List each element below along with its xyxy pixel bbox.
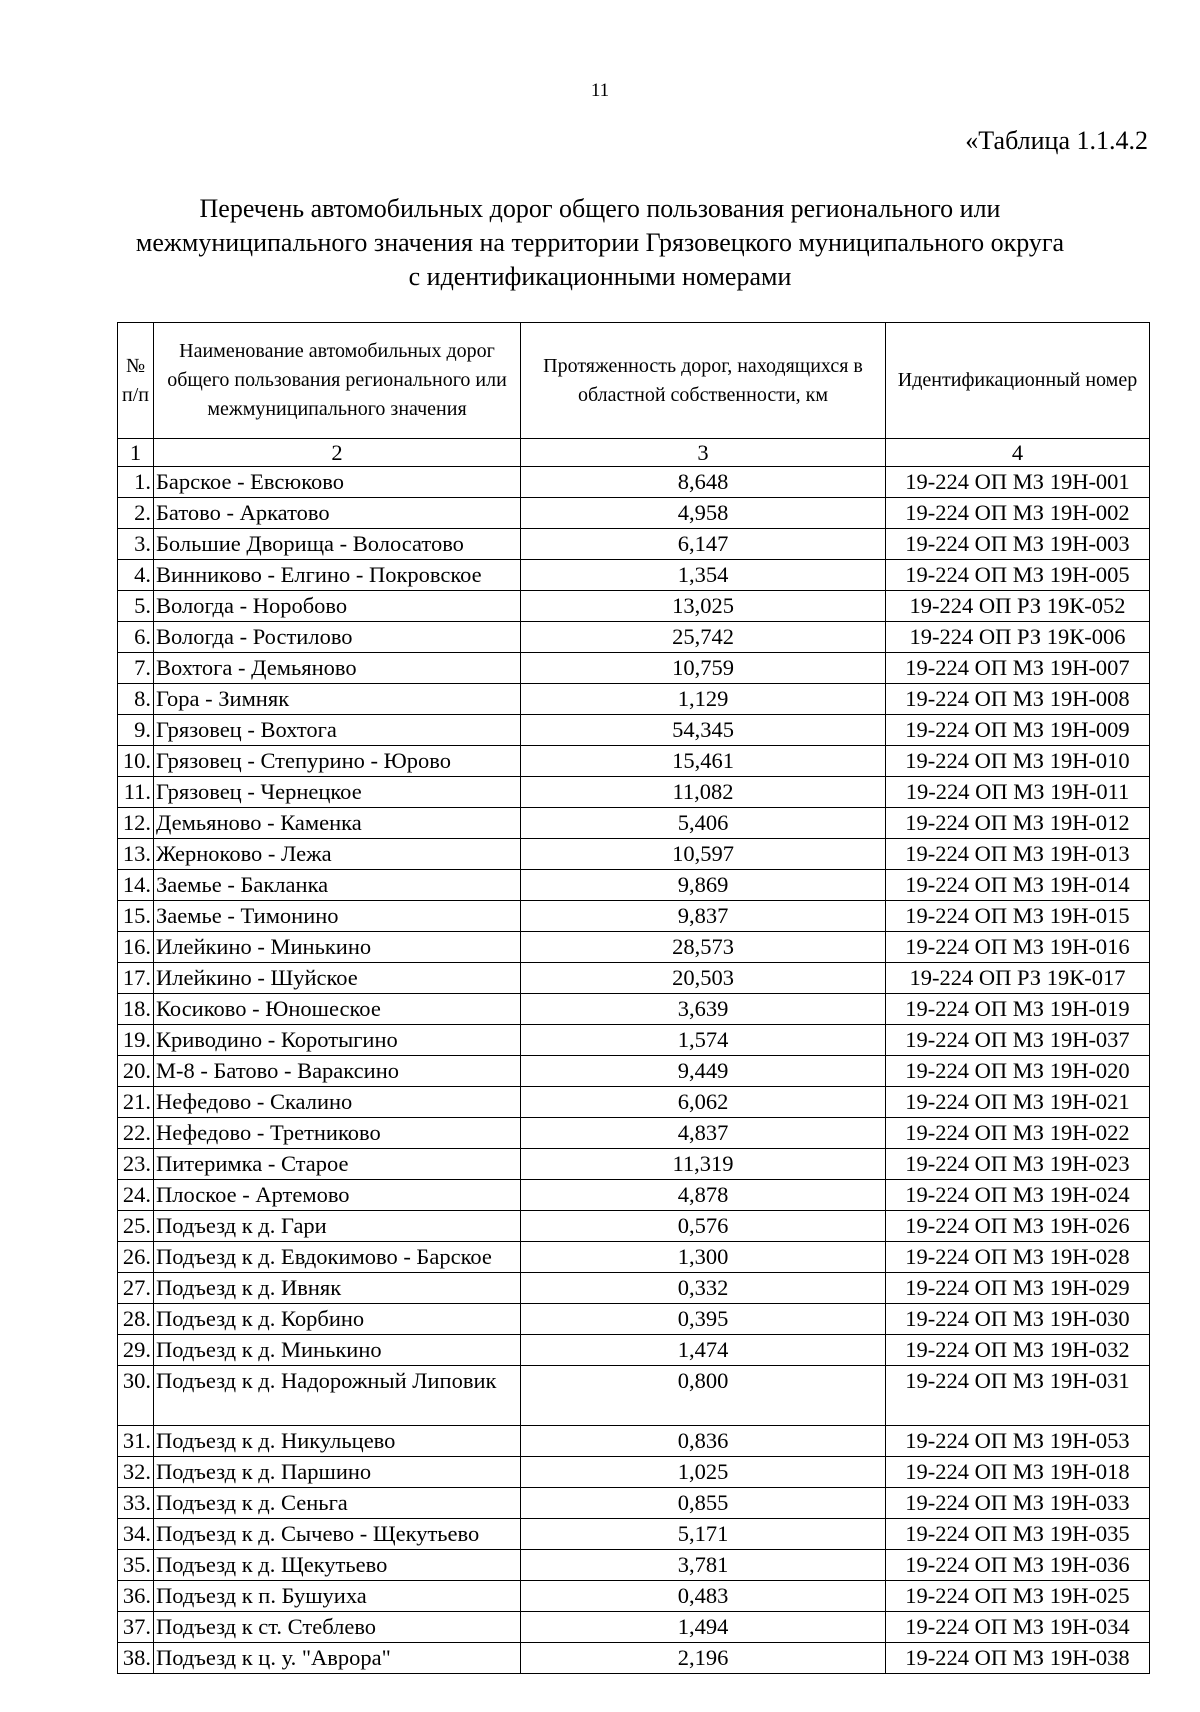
row-number: 2. <box>118 498 154 529</box>
table-row <box>118 591 1150 622</box>
row-number: 31. <box>118 1426 154 1457</box>
road-name: Заемье - Бакланка <box>154 870 521 901</box>
road-length: 3,639 <box>521 994 886 1025</box>
row-number: 8. <box>118 684 154 715</box>
table-row <box>118 715 1150 746</box>
table-row <box>118 560 1150 591</box>
road-length: 6,062 <box>521 1087 886 1118</box>
table-row <box>118 1426 1150 1457</box>
road-name: Нефедово - Скалино <box>154 1087 521 1118</box>
road-length: 9,837 <box>521 901 886 932</box>
row-number: 21. <box>118 1087 154 1118</box>
road-length: 4,837 <box>521 1118 886 1149</box>
road-length: 10,597 <box>521 839 886 870</box>
road-id: 19-224 ОП МЗ 19Н-015 <box>886 901 1150 932</box>
road-name: Подъезд к д. Сеньга <box>154 1488 521 1519</box>
road-id: 19-224 ОП МЗ 19Н-038 <box>886 1643 1150 1674</box>
road-length: 13,025 <box>521 591 886 622</box>
road-length: 2,196 <box>521 1643 886 1674</box>
row-number: 27. <box>118 1273 154 1304</box>
table-label: «Таблица 1.1.4.2 <box>965 126 1148 155</box>
road-id: 19-224 ОП МЗ 19Н-021 <box>886 1087 1150 1118</box>
row-number: 11. <box>118 777 154 808</box>
header-num: № п/п <box>118 323 154 439</box>
road-id: 19-224 ОП РЗ 19К-006 <box>886 622 1150 653</box>
road-id: 19-224 ОП МЗ 19Н-013 <box>886 839 1150 870</box>
road-name: Подъезд к п. Бушуиха <box>154 1581 521 1612</box>
road-name: Вохтога - Демьяново <box>154 653 521 684</box>
road-length: 0,332 <box>521 1273 886 1304</box>
road-id: 19-224 ОП МЗ 19Н-032 <box>886 1335 1150 1366</box>
road-name: Грязовец - Степурино - Юрово <box>154 746 521 777</box>
row-number: 1. <box>118 467 154 498</box>
table-row <box>118 684 1150 715</box>
road-name: Питеримка - Старое <box>154 1149 521 1180</box>
row-number: 33. <box>118 1488 154 1519</box>
road-name: М-8 - Батово - Вараксино <box>154 1056 521 1087</box>
column-number: 4 <box>886 439 1150 467</box>
road-id: 19-224 ОП МЗ 19Н-008 <box>886 684 1150 715</box>
road-length: 1,025 <box>521 1457 886 1488</box>
table-row <box>118 1118 1150 1149</box>
road-name: Подъезд к д. Надорожный Липовик <box>154 1366 521 1426</box>
row-number: 20. <box>118 1056 154 1087</box>
road-name: Подъезд к д. Паршино <box>154 1457 521 1488</box>
table-row <box>118 1211 1150 1242</box>
road-length: 1,494 <box>521 1612 886 1643</box>
road-id: 19-224 ОП МЗ 19Н-007 <box>886 653 1150 684</box>
road-name: Подъезд к д. Ивняк <box>154 1273 521 1304</box>
road-name: Жерноково - Лежа <box>154 839 521 870</box>
road-id: 19-224 ОП МЗ 19Н-005 <box>886 560 1150 591</box>
road-length: 8,648 <box>521 467 886 498</box>
road-name: Косиково - Юношеское <box>154 994 521 1025</box>
road-id: 19-224 ОП МЗ 19Н-012 <box>886 808 1150 839</box>
title-line: межмуниципального значения на территории Грязовецкого муниципального округа <box>135 228 1065 257</box>
header-length: Протяженность дорог, находящихся в областной собственности, км <box>521 323 886 439</box>
row-number: 9. <box>118 715 154 746</box>
road-length: 0,483 <box>521 1581 886 1612</box>
road-name: Винниково - Елгино - Покровское <box>154 560 521 591</box>
road-name: Подъезд к д. Евдокимово - Барское <box>154 1242 521 1273</box>
row-number: 38. <box>118 1643 154 1674</box>
road-length: 1,474 <box>521 1335 886 1366</box>
road-id: 19-224 ОП МЗ 19Н-034 <box>886 1612 1150 1643</box>
road-name: Большие Дворища - Волосатово <box>154 529 521 560</box>
road-id: 19-224 ОП МЗ 19Н-003 <box>886 529 1150 560</box>
table-row <box>118 1581 1150 1612</box>
road-name: Илейкино - Минькино <box>154 932 521 963</box>
table-row <box>118 529 1150 560</box>
road-name: Подъезд к д. Щекутьево <box>154 1550 521 1581</box>
table-row <box>118 1519 1150 1550</box>
table-row <box>118 1273 1150 1304</box>
road-length: 15,461 <box>521 746 886 777</box>
road-name: Подъезд к д. Корбино <box>154 1304 521 1335</box>
row-number: 5. <box>118 591 154 622</box>
road-length: 6,147 <box>521 529 886 560</box>
row-number: 32. <box>118 1457 154 1488</box>
road-length: 25,742 <box>521 622 886 653</box>
row-number: 4. <box>118 560 154 591</box>
road-length: 10,759 <box>521 653 886 684</box>
row-number: 7. <box>118 653 154 684</box>
road-id: 19-224 ОП МЗ 19Н-028 <box>886 1242 1150 1273</box>
road-id: 19-224 ОП МЗ 19Н-025 <box>886 1581 1150 1612</box>
table-row <box>118 1087 1150 1118</box>
road-id: 19-224 ОП МЗ 19Н-037 <box>886 1025 1150 1056</box>
table-row <box>118 901 1150 932</box>
road-name: Криводино - Коротыгино <box>154 1025 521 1056</box>
road-name: Подъезд к д. Никульцево <box>154 1426 521 1457</box>
row-number: 28. <box>118 1304 154 1335</box>
road-id: 19-224 ОП МЗ 19Н-001 <box>886 467 1150 498</box>
road-id: 19-224 ОП МЗ 19Н-033 <box>886 1488 1150 1519</box>
road-name: Подъезд к ст. Стеблево <box>154 1612 521 1643</box>
road-id: 19-224 ОП МЗ 19Н-029 <box>886 1273 1150 1304</box>
row-number: 22. <box>118 1118 154 1149</box>
row-number: 17. <box>118 963 154 994</box>
road-id: 19-224 ОП МЗ 19Н-036 <box>886 1550 1150 1581</box>
table-row <box>118 653 1150 684</box>
row-number: 10. <box>118 746 154 777</box>
road-id: 19-224 ОП МЗ 19Н-024 <box>886 1180 1150 1211</box>
row-number: 6. <box>118 622 154 653</box>
table-row <box>118 1488 1150 1519</box>
table-row <box>118 1643 1150 1674</box>
road-length: 1,574 <box>521 1025 886 1056</box>
road-name: Гора - Зимняк <box>154 684 521 715</box>
row-number: 36. <box>118 1581 154 1612</box>
table-row <box>118 1612 1150 1643</box>
road-name: Грязовец - Вохтога <box>154 715 521 746</box>
table-row <box>118 1056 1150 1087</box>
road-id: 19-224 ОП МЗ 19Н-035 <box>886 1519 1150 1550</box>
roads-table <box>117 322 1150 1674</box>
road-id: 19-224 ОП МЗ 19Н-010 <box>886 746 1150 777</box>
road-length: 5,406 <box>521 808 886 839</box>
road-length: 0,836 <box>521 1426 886 1457</box>
table-row <box>118 1180 1150 1211</box>
table-row <box>118 622 1150 653</box>
road-length: 4,958 <box>521 498 886 529</box>
road-id: 19-224 ОП МЗ 19Н-009 <box>886 715 1150 746</box>
road-length: 9,869 <box>521 870 886 901</box>
header-name: Наименование автомобильных дорог общего пользования регионального или межмуниципального значения <box>154 323 521 439</box>
road-length: 1,354 <box>521 560 886 591</box>
road-id: 19-224 ОП МЗ 19Н-014 <box>886 870 1150 901</box>
title-line: Перечень автомобильных дорог общего пользования регионального или <box>199 194 1001 223</box>
row-number: 3. <box>118 529 154 560</box>
road-id: 19-224 ОП РЗ 19К-017 <box>886 963 1150 994</box>
road-length: 11,319 <box>521 1149 886 1180</box>
road-name: Нефедово - Третниково <box>154 1118 521 1149</box>
table-row <box>118 839 1150 870</box>
road-id: 19-224 ОП МЗ 19Н-023 <box>886 1149 1150 1180</box>
road-name: Подъезд к д. Гари <box>154 1211 521 1242</box>
table-row <box>118 870 1150 901</box>
road-id: 19-224 ОП МЗ 19Н-016 <box>886 932 1150 963</box>
table-row <box>118 1025 1150 1056</box>
table-row <box>118 1550 1150 1581</box>
row-number: 15. <box>118 901 154 932</box>
road-id: 19-224 ОП МЗ 19Н-019 <box>886 994 1150 1025</box>
road-id: 19-224 ОП МЗ 19Н-020 <box>886 1056 1150 1087</box>
road-length: 11,082 <box>521 777 886 808</box>
road-length: 9,449 <box>521 1056 886 1087</box>
table-row <box>118 467 1150 498</box>
table-row <box>118 963 1150 994</box>
road-id: 19-224 ОП МЗ 19Н-031 <box>886 1366 1150 1426</box>
table-row <box>118 1335 1150 1366</box>
row-number: 16. <box>118 932 154 963</box>
table-row <box>118 777 1150 808</box>
road-id: 19-224 ОП МЗ 19Н-053 <box>886 1426 1150 1457</box>
row-number: 29. <box>118 1335 154 1366</box>
road-length: 54,345 <box>521 715 886 746</box>
column-number: 2 <box>154 439 521 467</box>
row-number: 30. <box>118 1366 154 1426</box>
table-row <box>118 1366 1150 1426</box>
column-number: 1 <box>118 439 154 467</box>
table-row <box>118 808 1150 839</box>
row-number: 34. <box>118 1519 154 1550</box>
row-number: 12. <box>118 808 154 839</box>
road-length: 3,781 <box>521 1550 886 1581</box>
row-number: 18. <box>118 994 154 1025</box>
road-id: 19-224 ОП МЗ 19Н-011 <box>886 777 1150 808</box>
column-number: 3 <box>521 439 886 467</box>
column-numbers-row <box>118 439 1150 467</box>
road-name: Заемье - Тимонино <box>154 901 521 932</box>
row-number: 35. <box>118 1550 154 1581</box>
road-length: 0,800 <box>521 1366 886 1426</box>
row-number: 26. <box>118 1242 154 1273</box>
road-name: Подъезд к ц. у. "Аврора" <box>154 1643 521 1674</box>
row-number: 14. <box>118 870 154 901</box>
road-name: Батово - Аркатово <box>154 498 521 529</box>
table-row <box>118 1149 1150 1180</box>
road-id: 19-224 ОП МЗ 19Н-030 <box>886 1304 1150 1335</box>
row-number: 24. <box>118 1180 154 1211</box>
header-id: Идентификационный номер <box>886 323 1150 439</box>
road-id: 19-224 ОП МЗ 19Н-018 <box>886 1457 1150 1488</box>
road-length: 0,855 <box>521 1488 886 1519</box>
road-name: Подъезд к д. Сычево - Щекутьево <box>154 1519 521 1550</box>
row-number: 25. <box>118 1211 154 1242</box>
road-length: 0,576 <box>521 1211 886 1242</box>
page-number: 11 <box>590 80 610 101</box>
table-row <box>118 1242 1150 1273</box>
table-header-row <box>118 323 1150 439</box>
road-name: Вологда - Ростилово <box>154 622 521 653</box>
table-row <box>118 746 1150 777</box>
row-number: 23. <box>118 1149 154 1180</box>
road-length: 1,300 <box>521 1242 886 1273</box>
table-row <box>118 1457 1150 1488</box>
road-name: Плоское - Артемово <box>154 1180 521 1211</box>
road-name: Демьяново - Каменка <box>154 808 521 839</box>
road-name: Илейкино - Шуйское <box>154 963 521 994</box>
road-length: 28,573 <box>521 932 886 963</box>
road-name: Грязовец - Чернецкое <box>154 777 521 808</box>
row-number: 19. <box>118 1025 154 1056</box>
row-number: 37. <box>118 1612 154 1643</box>
road-name: Барское - Евсюково <box>154 467 521 498</box>
title-line: с идентификационными номерами <box>408 262 792 291</box>
road-id: 19-224 ОП МЗ 19Н-002 <box>886 498 1150 529</box>
table-row <box>118 932 1150 963</box>
document-title <box>60 192 1140 294</box>
road-length: 20,503 <box>521 963 886 994</box>
road-id: 19-224 ОП МЗ 19Н-026 <box>886 1211 1150 1242</box>
road-length: 4,878 <box>521 1180 886 1211</box>
road-id: 19-224 ОП МЗ 19Н-022 <box>886 1118 1150 1149</box>
road-name: Подъезд к д. Минькино <box>154 1335 521 1366</box>
road-length: 1,129 <box>521 684 886 715</box>
table-row <box>118 498 1150 529</box>
road-id: 19-224 ОП РЗ 19К-052 <box>886 591 1150 622</box>
road-length: 0,395 <box>521 1304 886 1335</box>
table-row <box>118 994 1150 1025</box>
table-row <box>118 1304 1150 1335</box>
road-length: 5,171 <box>521 1519 886 1550</box>
row-number: 13. <box>118 839 154 870</box>
road-name: Вологда - Норобово <box>154 591 521 622</box>
